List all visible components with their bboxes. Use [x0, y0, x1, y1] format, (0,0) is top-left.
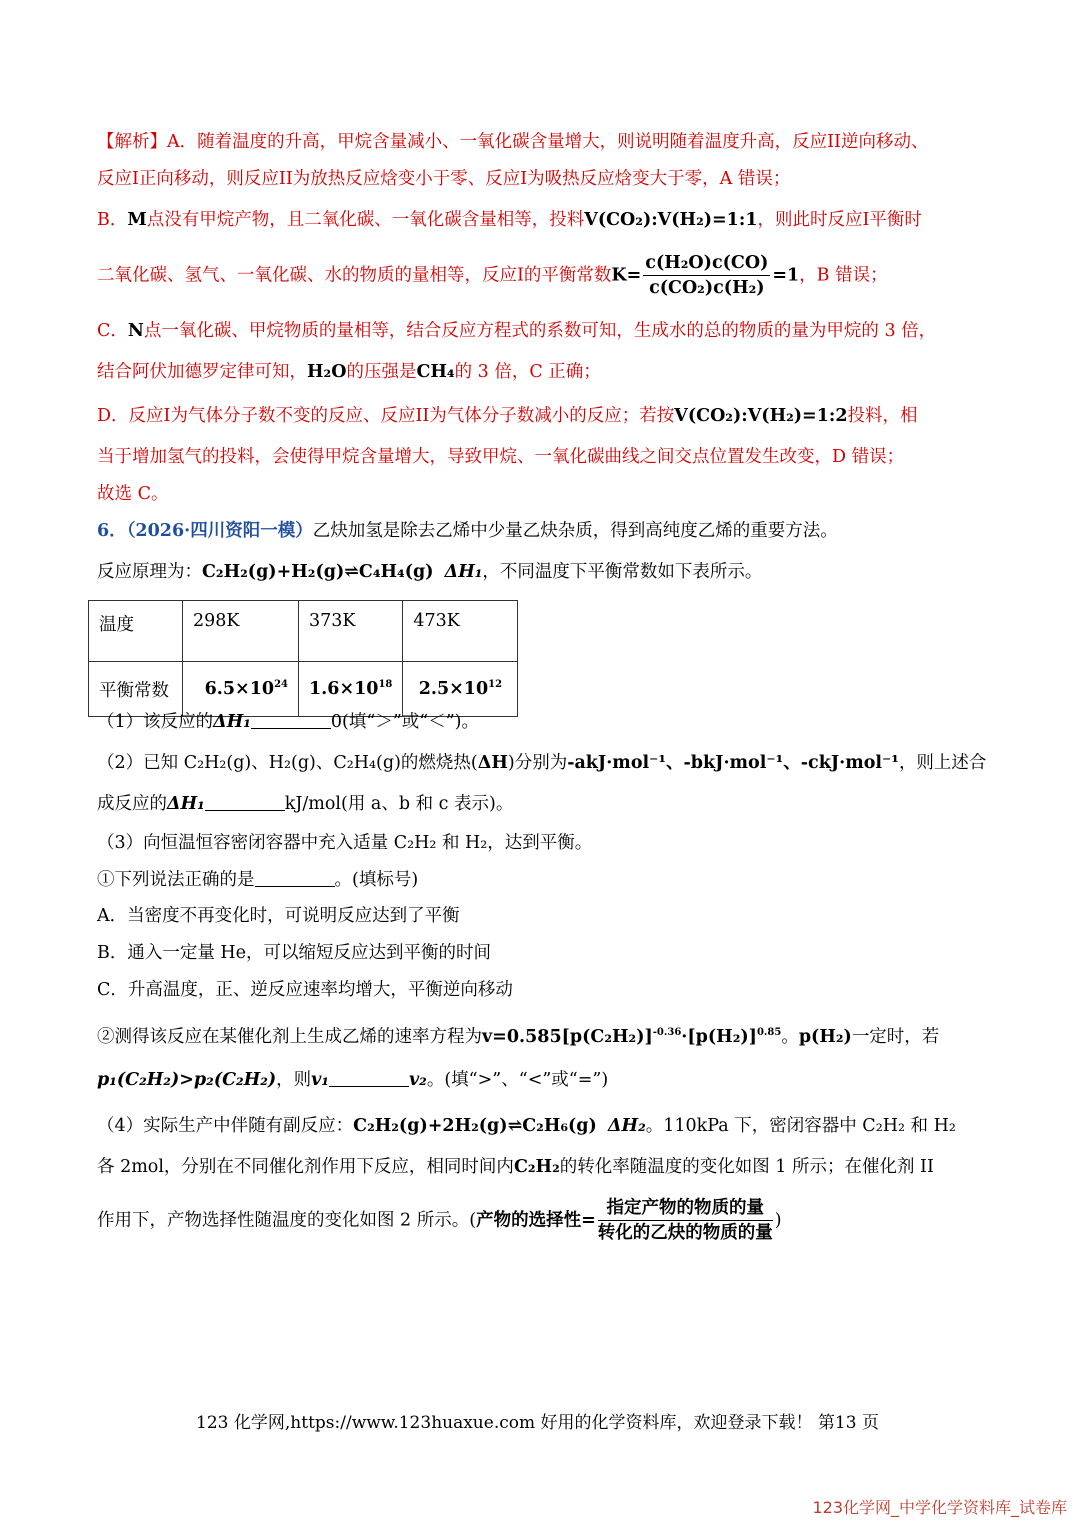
question-header: 6．（2026·四川资阳一模）乙炔加氢是除去乙烯中少量乙炔杂质，得到高纯度乙烯的重要方法。: [97, 521, 838, 541]
selectivity-fraction: $\frac{\text{指定产物的物质的量}}{\text{转化的乙炔的物质的量}}$: [597, 1198, 773, 1243]
question-source: （2026·四川资阳一模）: [126, 521, 313, 541]
watermark: 123化学网_中学化学资料库_试卷库: [812, 1498, 1067, 1517]
table-row: [89, 662, 518, 717]
sub-question-3: （3）向恒温恒容密闭容器中充入适量 C₂H₂ 和 H₂，达到平衡。: [97, 833, 593, 853]
sub-question-2-line2: 成反应的ΔH₁ kJ/mol(用 a、b 和 c 表示)。: [97, 794, 514, 814]
table-row: [89, 601, 518, 662]
answer-blank[interactable]: [329, 1070, 409, 1087]
point-m: M: [127, 210, 147, 230]
analysis-c-line2: 结合阿伏加德罗定律可知，H₂O的压强是CH₄的 3 倍，C 正确；: [97, 362, 601, 382]
analysis-b-line2: 二氧化碳、氢气、一氧化碳、水的物质的量相等，反应I的平衡常数K= $\frac{\text{c(H₂O)c(CO)}}{\text{c(CO₂)c(H₂)}}$ =1，B 错误；: [97, 253, 888, 298]
analysis-d-line1: D．反应I为气体分子数不变的反应、反应II为气体分子数减小的反应；若按V(CO₂):V(H₂)=1:2投料，相: [97, 406, 918, 426]
combustion-heats: -akJ·mol⁻¹、-bkJ·mol⁻¹、-ckJ·mol⁻¹: [567, 753, 899, 773]
reaction-principle: 反应原理为：C₂H₂(g)+H₂(g)⇌C₄H₄(g) ΔH₁，不同温度下平衡常数如下表所示。: [97, 562, 763, 582]
table-cell: 473K: [403, 601, 518, 662]
option-b: B．通入一定量 He，可以缩短反应达到平衡的时间: [97, 943, 492, 963]
table-cell: 温度: [89, 601, 183, 662]
equilibrium-constant-fraction: $\frac{\text{c(H₂O)c(CO)}}{\text{c(CO₂)c(H₂)}}$: [645, 253, 769, 298]
table-cell: 平衡常数: [89, 662, 183, 717]
table-cell: $6.5\times 10^{24}$: [183, 662, 299, 717]
table-cell: $2.5\times 10^{12}$: [403, 662, 518, 717]
sub-question-4-line3: 作用下，产物选择性随温度的变化如图 2 所示。(产物的选择性= $\frac{\text{指定产物的物质的量}}{\text{转化的乙炔的物质的量}}$ ): [97, 1198, 782, 1243]
main-reaction: C₂H₂(g)+H₂(g)⇌C₄H₄(g): [202, 562, 434, 582]
sub-question-4-line2: 各 2mol，分别在不同催化剂作用下反应，相同时间内C₂H₂的转化率随温度的变化如图 1 所示；在催化剂 II: [97, 1157, 934, 1177]
ratio-1-1: V(CO₂):V(H₂)=1:1: [584, 210, 758, 230]
answer-blank[interactable]: [251, 712, 331, 729]
table-cell: $1.6\times 10^{18}$: [299, 662, 403, 717]
sub-question-3-1: ①下列说法正确的是 。(填标号): [97, 870, 419, 890]
analysis-b-line1: B．M点没有甲烷产物，且二氧化碳、一氧化碳含量相等，投料V(CO₂):V(H₂)=1:1，则此时反应I平衡时: [97, 210, 922, 230]
sub-question-1: （1）该反应的ΔH₁ 0(填“＞”或“＜”)。: [97, 712, 479, 732]
table-cell: 298K: [183, 601, 299, 662]
answer-blank[interactable]: [205, 794, 285, 811]
page-footer: 123 化学网,https://www.123huaxue.com 好用的化学资料库，欢迎登录下载！ 第13 页: [196, 1413, 879, 1433]
side-reaction: C₂H₂(g)+2H₂(g)⇌C₂H₆(g): [353, 1116, 597, 1136]
analysis-c-line1: C．N点一氧化碳、甲烷物质的量相等，结合反应方程式的系数可知，生成水的总的物质的量为甲烷的 3 倍，: [97, 321, 937, 341]
analysis-d-line2: 当于增加氢气的投料，会使得甲烷含量增大，导致甲烷、一氧化碳曲线之间交点位置发生改变，D 错误；: [97, 447, 905, 467]
equilibrium-constant-table: [88, 600, 518, 717]
point-n: N: [127, 321, 144, 341]
option-c: C．升高温度，正、逆反应速率均增大，平衡逆向移动: [97, 980, 513, 1000]
sub-question-3-2-line1: ②测得该反应在某催化剂上生成乙烯的速率方程为$v=0.585[p(C_2H_2)]^{-0.36}\cdot[p(H_2)]^{0.85}$。p(H₂)一定时，若: [97, 1027, 940, 1047]
rate-equation: $v=0.585[p(C_2H_2)]^{-0.36}\cdot[p(H_2)]^{0.85}$: [482, 1027, 782, 1047]
sub-question-4-line1: （4）实际生产中伴随有副反应：C₂H₂(g)+2H₂(g)⇌C₂H₆(g) ΔH₂。110kPa 下，密闭容器中 C₂H₂ 和 H₂: [97, 1116, 956, 1136]
sub-question-2-line1: （2）已知 C₂H₂(g)、H₂(g)、C₂H₄(g)的燃烧热(ΔH)分别为-akJ·mol⁻¹、-bkJ·mol⁻¹、-ckJ·mol⁻¹，则上述合: [97, 753, 987, 773]
analysis-a-line2: 反应I正向移动，则反应II为放热反应焓变小于零、反应I为吸热反应焓变大于零，A 错误；: [97, 169, 791, 189]
answer-blank[interactable]: [255, 870, 335, 887]
analysis-conclusion: 故选 C。: [97, 484, 169, 504]
option-a: A．当密度不再变化时，可说明反应达到了平衡: [97, 906, 460, 926]
ratio-1-2: V(CO₂):V(H₂)=1:2: [674, 406, 848, 426]
table-cell: 373K: [299, 601, 403, 662]
analysis-a-line1: 【解析】A．随着温度的升高，甲烷含量减小、一氧化碳含量增大，则说明随着温度升高，反应II逆向移动、: [97, 132, 929, 152]
sub-question-3-2-line2: p₁(C₂H₂)>p₂(C₂H₂)，则v₁ v₂。(填“>”、“<”或“=”): [97, 1070, 609, 1090]
